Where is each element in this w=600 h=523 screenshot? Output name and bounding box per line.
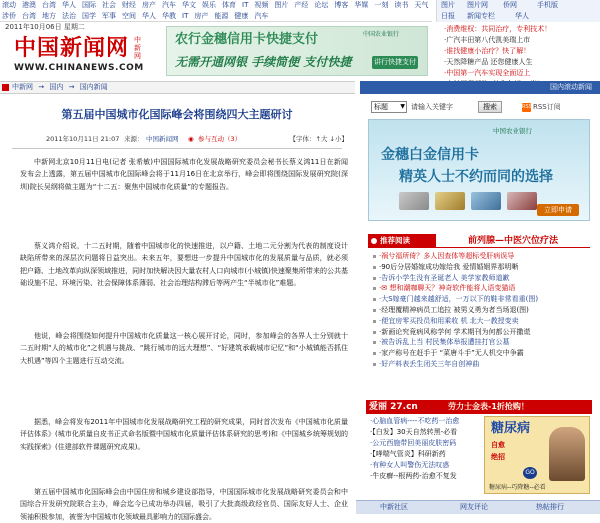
rss-link[interactable] <box>522 101 582 113</box>
breadcrumb-item[interactable]: 国内新闻 <box>79 83 108 91</box>
list-item[interactable]: ·被告诉乱上当 村民集体举报遭挂打官公墓 <box>373 337 598 348</box>
comment-link[interactable]: 参与互动（3） <box>198 135 242 143</box>
breadcrumb-item[interactable]: 国内 <box>49 83 64 91</box>
nav-link[interactable]: 健康 <box>234 12 249 20</box>
breadcrumb-item[interactable]: 中新网 <box>12 83 33 91</box>
list-item[interactable]: ·心脑血管病----不吃药一治愈 <box>370 417 460 425</box>
search-field-select[interactable] <box>371 101 407 113</box>
nav-link[interactable]: IT <box>242 1 249 9</box>
card-image <box>435 192 465 210</box>
date-line: 2011年10月06日 星期二 <box>5 23 85 31</box>
nav-link[interactable]: 汽车 <box>254 12 269 20</box>
nav-link[interactable]: 汽车 <box>162 1 176 9</box>
nav-link[interactable]: 华文 <box>182 1 196 9</box>
card-image <box>507 192 537 210</box>
list-item[interactable]: ·经理覆精神病员工追拉 被男义勇为者当场退(图) <box>373 305 598 316</box>
list-item[interactable]: ·祸兮福所倚？多人因查体等超标受肝病误导 <box>373 251 598 262</box>
bottom-link[interactable]: 热帖排行 <box>536 503 564 511</box>
ad-subheadline: 精英人士不约而同的选择 <box>399 169 553 185</box>
nav-link[interactable]: 法治 <box>62 12 76 20</box>
list-item[interactable]: ·牛皮癣--根两药-治愈不复发 <box>370 471 457 480</box>
bottom-link[interactable]: 中新社区 <box>380 503 408 511</box>
list-item[interactable]: ·谁找健康小治疗？快了解！ <box>444 47 531 55</box>
rightnav-link[interactable]: 侨网 <box>503 1 517 9</box>
ad-27cn-list <box>370 416 480 481</box>
recommend-header <box>368 234 590 248</box>
bottom-link[interactable]: 网友评论 <box>460 503 488 511</box>
ad-line-1: 农行金穗信用卡快捷支付 <box>175 32 319 47</box>
article <box>2 96 352 521</box>
list-item[interactable]: ·90后分居婚嫁成功嫁给我 爱情婚姻界那明晰 <box>373 262 598 273</box>
diabetes-ad[interactable] <box>484 416 590 494</box>
article-paragraph: 据悉，峰会将发布2011年中国城市化发展战略研究工程的研究成果，同时首次发布《中国城市化质量评估体系》(城市化质量自皮书正式命名版暨中国城市化质量评估体系研究的思考)和《中国城乡统筹规划的实践探索》(住建部软件课题研究成果)。 <box>20 418 348 451</box>
logo-url: WWW.CHINANEWS.COM <box>14 63 144 73</box>
rss-label: RSS订阅 <box>533 103 561 111</box>
recommend-list <box>373 251 598 370</box>
recommend-ad-link[interactable]: 前列腺—中医穴位疗法 <box>468 236 559 246</box>
nav-link[interactable]: 博客 <box>334 1 349 9</box>
sidebar-header[interactable]: 国内滚动新闻 <box>360 81 600 94</box>
article-meta <box>2 132 352 146</box>
nav-link[interactable]: 地方 <box>42 12 56 20</box>
list-item[interactable]: ·广汽丰田第八代凯美瑞上市 <box>444 36 531 44</box>
nav-link[interactable]: 产经 <box>294 1 309 9</box>
nav-link[interactable]: 房产 <box>194 12 209 20</box>
ad-line-2: 无需开通网银 手续简便 支付快捷 <box>175 55 352 69</box>
breadcrumb <box>0 81 355 94</box>
diabetes-sub1: 自愈 <box>491 441 505 449</box>
font-size-control[interactable]: 【字体：↑大 ↓小】 <box>289 135 348 143</box>
go-button[interactable]: GO <box>523 467 537 479</box>
nav-row-2 <box>0 11 432 22</box>
article-paragraph: 中新网北京10月11日电(记者 张希敏)中国国际城市化发展战略研究委员会秘书长蔡义鸿11日在新闻发布会上透露，第五届中国城市化国际峰会将于11月16日在北京举行，峰会即将围绕国际发展研究院(深圳)院长吴纲将做主题为“十二五：聚焦中国城市化质量”的专题报告。 <box>20 158 348 191</box>
nav-link[interactable]: 华媒 <box>354 1 369 9</box>
list-item[interactable]: ·公元西施带回美丽皮肤密码 <box>370 438 457 447</box>
nav-link[interactable]: 图片 <box>274 1 289 9</box>
ad-bank-logo: 中国农业银行 <box>363 31 400 38</box>
diabetes-title: 糖尿病 <box>491 421 531 436</box>
article-source[interactable]: 中国新闻网 <box>146 135 179 143</box>
diabetes-sub2: 绝招 <box>491 453 505 461</box>
nav-link[interactable]: 华教 <box>162 12 176 20</box>
nav-link[interactable]: 国学 <box>82 12 96 20</box>
top-banner-ad[interactable] <box>166 26 428 76</box>
bottom-navigation <box>356 500 600 514</box>
list-item[interactable]: ·天然降糖产品 还您健康人生 <box>444 58 533 66</box>
article-date: 2011年10月11日 21:07 <box>46 135 120 143</box>
diabetes-caption: 糖尿病--巧降糖--必看 <box>489 484 546 491</box>
list-item[interactable]: ·✉ 想和潮咖聊天？神奇软件能将人语变猫语 <box>373 283 598 294</box>
ad-27cn-text: 劳力士金表-1折抢购！ <box>448 402 529 411</box>
card-image <box>471 192 501 210</box>
nav-link[interactable]: 华人 <box>142 12 156 20</box>
list-item[interactable]: ·中国第一汽车实现全面迈上 <box>444 69 531 77</box>
ad-headline: 金穗白金信用卡 <box>381 147 479 163</box>
search-select-value: 标题 <box>374 103 388 111</box>
nav-link[interactable]: IT <box>182 12 189 20</box>
rightnav-link[interactable]: 图片网 <box>467 1 488 9</box>
nav-link[interactable]: 一刻 <box>374 1 389 9</box>
search-input[interactable]: 请输入关键字 <box>411 103 453 111</box>
chevron-down-icon: ▼ <box>400 103 405 110</box>
article-title: 第五届中国城市化国际峰会将围绕四大主题研讨 <box>61 108 293 121</box>
breadcrumb-separator: → <box>68 83 75 91</box>
rss-icon: RSS <box>522 103 532 110</box>
nav-link[interactable]: 军事 <box>102 12 116 20</box>
list-item[interactable]: ·家产称号在赶手于 “菜唐斗手”无人机交中争霸 <box>373 348 598 359</box>
nav-link[interactable]: 华人 <box>62 1 76 9</box>
card-image <box>399 192 429 210</box>
bank-card-ad[interactable] <box>368 119 590 221</box>
ad-bank-logo: 中国农业银行 <box>493 127 532 135</box>
nav-link[interactable]: 视频 <box>254 1 269 9</box>
top-navigation <box>0 0 432 22</box>
nav-link[interactable]: 社会 <box>102 1 116 9</box>
list-item[interactable]: ·有种女人叫警伤无法叹惑 <box>370 460 450 469</box>
list-item[interactable]: ·好产料表丢生闭关三年自创神曲 <box>373 359 598 370</box>
nav-link[interactable]: 财经 <box>122 1 136 9</box>
nav-link[interactable]: 天气 <box>414 1 429 9</box>
nav-link[interactable]: 港澳 <box>22 1 36 9</box>
rightnav-link[interactable]: 手机版 <box>537 1 558 9</box>
list-item[interactable]: ·【白发】30天自然转黑-必看 <box>370 427 458 436</box>
article-paragraph: 他说，峰会将围绕如何提升中国城市化质量这一核心展开讨论，同时，参加峰会的各界人士分别就十二五时期“人的城市化”之机遇与挑战、“跳行城市的远大理想”、“好建筑承载城市记忆”和“小城镇能否抓住大机遇”等四个主题进行互动交流。 <box>20 332 348 365</box>
logo-chinese: 中国新闻网 <box>14 35 130 61</box>
nav-row-1 <box>0 0 432 11</box>
list-item[interactable]: ·消费维权：共同治疗，专利技术！ <box>444 25 552 33</box>
nav-link[interactable]: 台湾 <box>22 12 36 20</box>
rightnav-link[interactable]: 日报 <box>441 12 455 20</box>
logo-vertical: 中新网 <box>134 36 141 60</box>
nav-link[interactable]: 国际 <box>82 1 96 9</box>
article-paragraph: 蔡义鸿介绍说，十二五时期，随着中国城市化的快速推进，以户籍、土地二元分割为代表的制度设计缺陷所带来的深层次问题将日益突出。未来五年，要想进一步提升中国城市化的发展质量与品质，就必须把户籍、土地改革向纵深领域推进，同时加快解决因大量农村人口向城市(小城镇)快速聚集所带来的公共基础设施不足、环境污染、社会保障体系薄弱、社会治理结构滞后等两产生“半城市化”难题。 <box>20 242 348 287</box>
nav-link[interactable]: 台湾 <box>42 1 56 9</box>
nav-link[interactable]: 房产 <box>142 1 156 9</box>
ad-27cn-logo: 爱丽 27.cn <box>369 402 418 412</box>
nav-link[interactable]: 能源 <box>214 12 229 20</box>
nav-link[interactable]: 读书 <box>394 1 409 9</box>
list-item[interactable]: ·【哮喘气管炎】科研新药 <box>370 449 446 458</box>
rightnav-link[interactable]: 华人 <box>515 12 529 20</box>
rightnav-link[interactable]: 图片 <box>441 1 455 9</box>
ad-button[interactable]: 讲行快捷支付 <box>372 56 418 69</box>
ad-27cn-banner[interactable] <box>366 400 592 414</box>
breadcrumb-separator: → <box>38 83 45 91</box>
list-item[interactable]: ·新画论究竟病风称学何 学术期刊为何都公开撒谎 <box>373 327 598 338</box>
list-item[interactable]: ·便宜房零买投员和用乘收 机 北大一教授变卖 <box>373 316 598 327</box>
nav-link[interactable]: 涉侨 <box>2 12 16 20</box>
apply-button[interactable]: 立即申请 <box>537 204 579 216</box>
search-button[interactable]: 搜索 <box>478 101 502 113</box>
comment-icon: ◉ <box>188 135 194 143</box>
nav-link[interactable]: 论坛 <box>314 1 329 9</box>
list-item[interactable]: ·告诉小学生没有圣诞老人 美学家教师道歉 <box>373 273 598 284</box>
person-image <box>549 427 585 481</box>
nav-link[interactable]: 滚动 <box>2 1 16 9</box>
recommend-tag: 推荐阅读 <box>368 234 436 248</box>
source-label: 来源： <box>124 135 144 143</box>
nav-link[interactable]: 体育 <box>222 1 236 9</box>
nav-link[interactable]: 娱乐 <box>202 1 216 9</box>
right-top-nav <box>436 0 600 22</box>
site-logo[interactable] <box>14 34 154 78</box>
nav-link[interactable]: 空间 <box>122 12 136 20</box>
divider <box>12 148 342 149</box>
home-icon[interactable] <box>2 84 9 91</box>
right-top-list <box>444 24 600 84</box>
article-paragraph: 第五届中国城市化国际峰会由中国住房和城乡建设部指导，中国国际城市化发展战略研究委员会和中国综合开发研究院联合主办，峰会迄今已成功举办四届，吸引了大批高级政经官员、国际友好人士、企业领袖积极参加，被誉为中国城市化领域最具影响力的国际盛会。 <box>20 488 348 521</box>
list-item[interactable]: ·大S嫁豪门越来越舒适，一万以下的鞋非常看重(图) <box>373 294 598 305</box>
rightnav-link[interactable]: 新闻专栏 <box>467 12 495 20</box>
